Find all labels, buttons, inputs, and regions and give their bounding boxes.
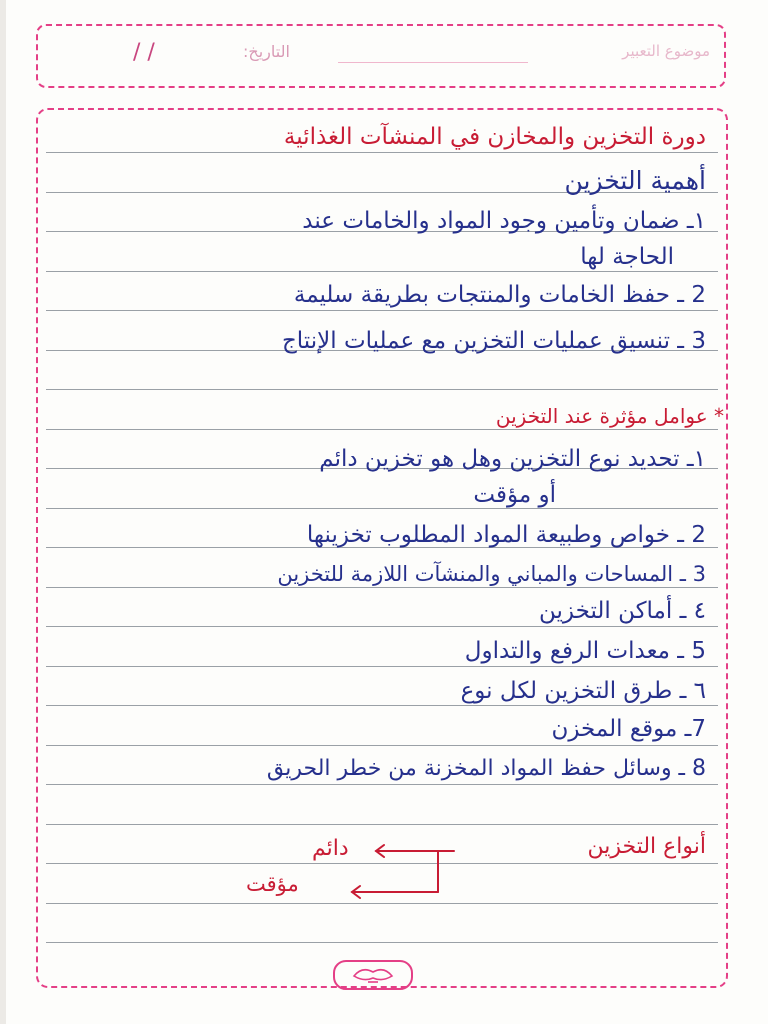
- factors-item-3: 3 ـ المساحات والمباني والمنشآت اللازمة للتخزين: [277, 562, 706, 586]
- factors-item-7: 7ـ موقع المخزن: [551, 716, 706, 742]
- factors-item-2: 2 ـ خواص وطبيعة المواد المطلوب تخزينها: [306, 522, 706, 548]
- factors-item-5: 5 ـ معدات الرفع والتداول: [464, 638, 706, 664]
- importance-heading: أهمية التخزين: [564, 166, 706, 195]
- factors-item-6: ٦ ـ طرق التخزين لكل نوع: [460, 678, 706, 704]
- page-title: دورة التخزين والمخازن في المنشآت الغذائية: [283, 124, 706, 150]
- types-heading: أنواع التخزين: [587, 834, 706, 859]
- factors-item-4: ٤ ـ أماكن التخزين: [539, 598, 706, 624]
- header-topic-label: موضوع التعبير: [622, 42, 710, 60]
- importance-item-2: 2 ـ حفظ الخامات والمنتجات بطريقة سليمة: [293, 282, 706, 308]
- types-permanent: دائم: [312, 836, 349, 861]
- factors-item-1-cont: أو مؤقت: [473, 482, 556, 508]
- importance-item-3: 3 ـ تنسيق عمليات التخزين مع عمليات الإنتاج: [281, 328, 706, 354]
- footer-ornament-icon: [332, 958, 414, 992]
- importance-item-1-cont: الحاجة لها: [580, 244, 674, 270]
- factors-item-8: 8 ـ وسائل حفظ المواد المخزنة من خطر الحريق: [266, 756, 706, 781]
- factors-item-1: ١ـ تحديد نوع التخزين وهل هو تخزين دائم: [319, 446, 706, 472]
- factors-heading: * عوامل مؤثرة عند التخزين: [495, 404, 724, 428]
- types-temporary: مؤقت: [246, 872, 299, 896]
- header-date-value: / /: [133, 40, 155, 65]
- importance-item-1: ١ـ ضمان وتأمين وجود المواد والخامات عند: [302, 208, 706, 234]
- header-date-label: التاريخ:: [243, 42, 290, 61]
